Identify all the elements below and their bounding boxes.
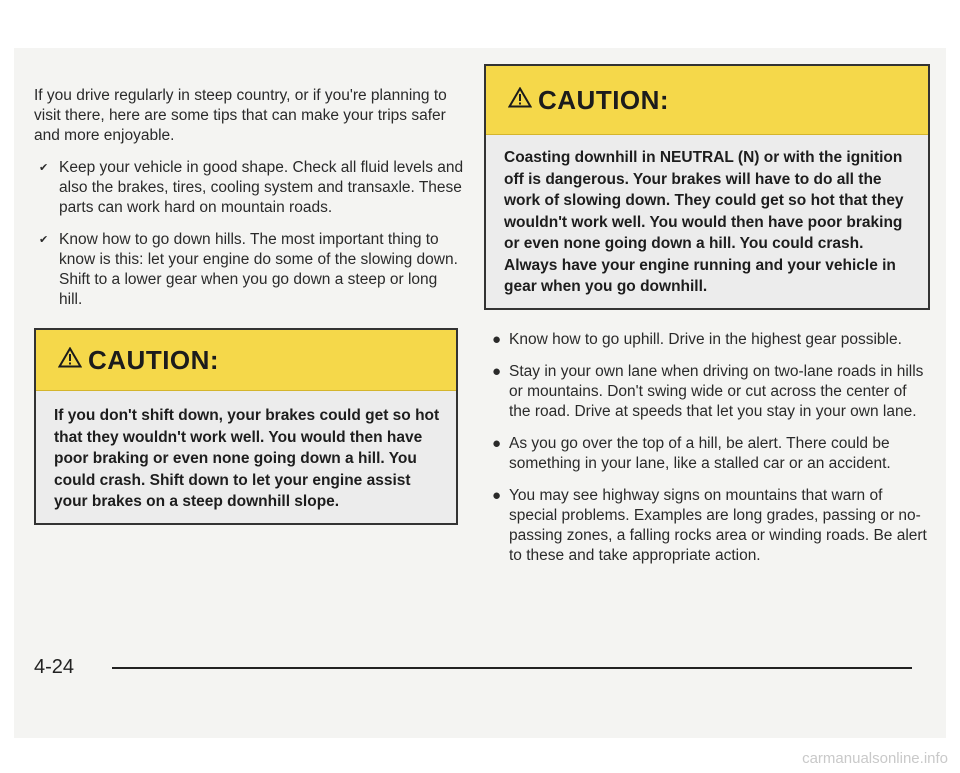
list-item-text: Stay in your own lane when driving on two-lane roads in hills or mountains. Don't swing wide or cut across the center of the road. Drive at speeds that let you stay in your own lane.: [509, 362, 924, 420]
caution-header: [486, 66, 928, 135]
list-item-text: Know how to go uphill. Drive in the highest gear possible.: [509, 330, 902, 348]
right-column: [484, 86, 930, 578]
caution-title: CAUTION:: [88, 344, 220, 375]
bullet-dot-icon: ●: [492, 362, 502, 380]
checkmark-icon: ✔: [39, 162, 49, 174]
left-column: [34, 86, 464, 525]
caution-title: CAUTION:: [538, 84, 670, 115]
list-item-text: As you go over the top of a hill, be alert. There could be something in your lane, like a stalled car or an accident.: [509, 434, 891, 472]
list-item: [484, 486, 930, 566]
tip-text: Keep your vehicle in good shape. Check all fluid levels and also the brakes, tires, cooling system and transaxle. These parts can work hard on mountain roads.: [59, 159, 464, 216]
bullet-dot-icon: ●: [492, 486, 502, 504]
list-item: [484, 362, 930, 422]
page-number: 4-24: [34, 656, 75, 678]
caution-box-right: [484, 64, 930, 310]
warning-triangle-icon: [508, 87, 532, 113]
list-item: [484, 330, 930, 350]
checkmark-icon: ✔: [39, 234, 49, 246]
footer-divider: [112, 667, 912, 669]
tip-item: [34, 230, 464, 310]
caution-box-left: [34, 328, 458, 525]
caution-text: Coasting downhill in NEUTRAL (N) or with the ignition off is dangerous. Your brakes will have to do all the work of slowing down. They could get so hot that they wouldn't work well. You would then have poor braking or even none going down a hill. You could crash. Always have your engine running and your vehicle in gear when you go downhill.: [504, 149, 904, 295]
warning-triangle-icon: [58, 347, 82, 373]
tip-item: [34, 158, 464, 218]
caution-text: If you don't shift down, your brakes could get so hot that they wouldn't work well. You would then have poor braking or even none going down a hill. You could crash. Shift down to let your engine assist your brakes on a steep downhill slope.: [54, 407, 440, 510]
bullet-dot-icon: ●: [492, 330, 502, 348]
watermark-text: carmanualsonline.info: [802, 750, 948, 767]
bullet-list: [484, 330, 930, 566]
intro-paragraph: If you drive regularly in steep country, or if you're planning to visit there, here are some tips that can make your trips safer and more enjoyable.: [34, 87, 447, 144]
tip-text: Know how to go down hills. The most important thing to know is this: let your engine do some of the slowing down. Shift to a lower gear when you go down a steep or long hill.: [59, 231, 458, 308]
caution-header: [36, 330, 456, 391]
bullet-dot-icon: ●: [492, 434, 502, 452]
list-item: [484, 434, 930, 474]
list-item-text: You may see highway signs on mountains that warn of special problems. Examples are long grades, passing or no-passing zones, a falling rocks area or winding roads. Be alert to these and take appropriate action.: [509, 486, 927, 564]
